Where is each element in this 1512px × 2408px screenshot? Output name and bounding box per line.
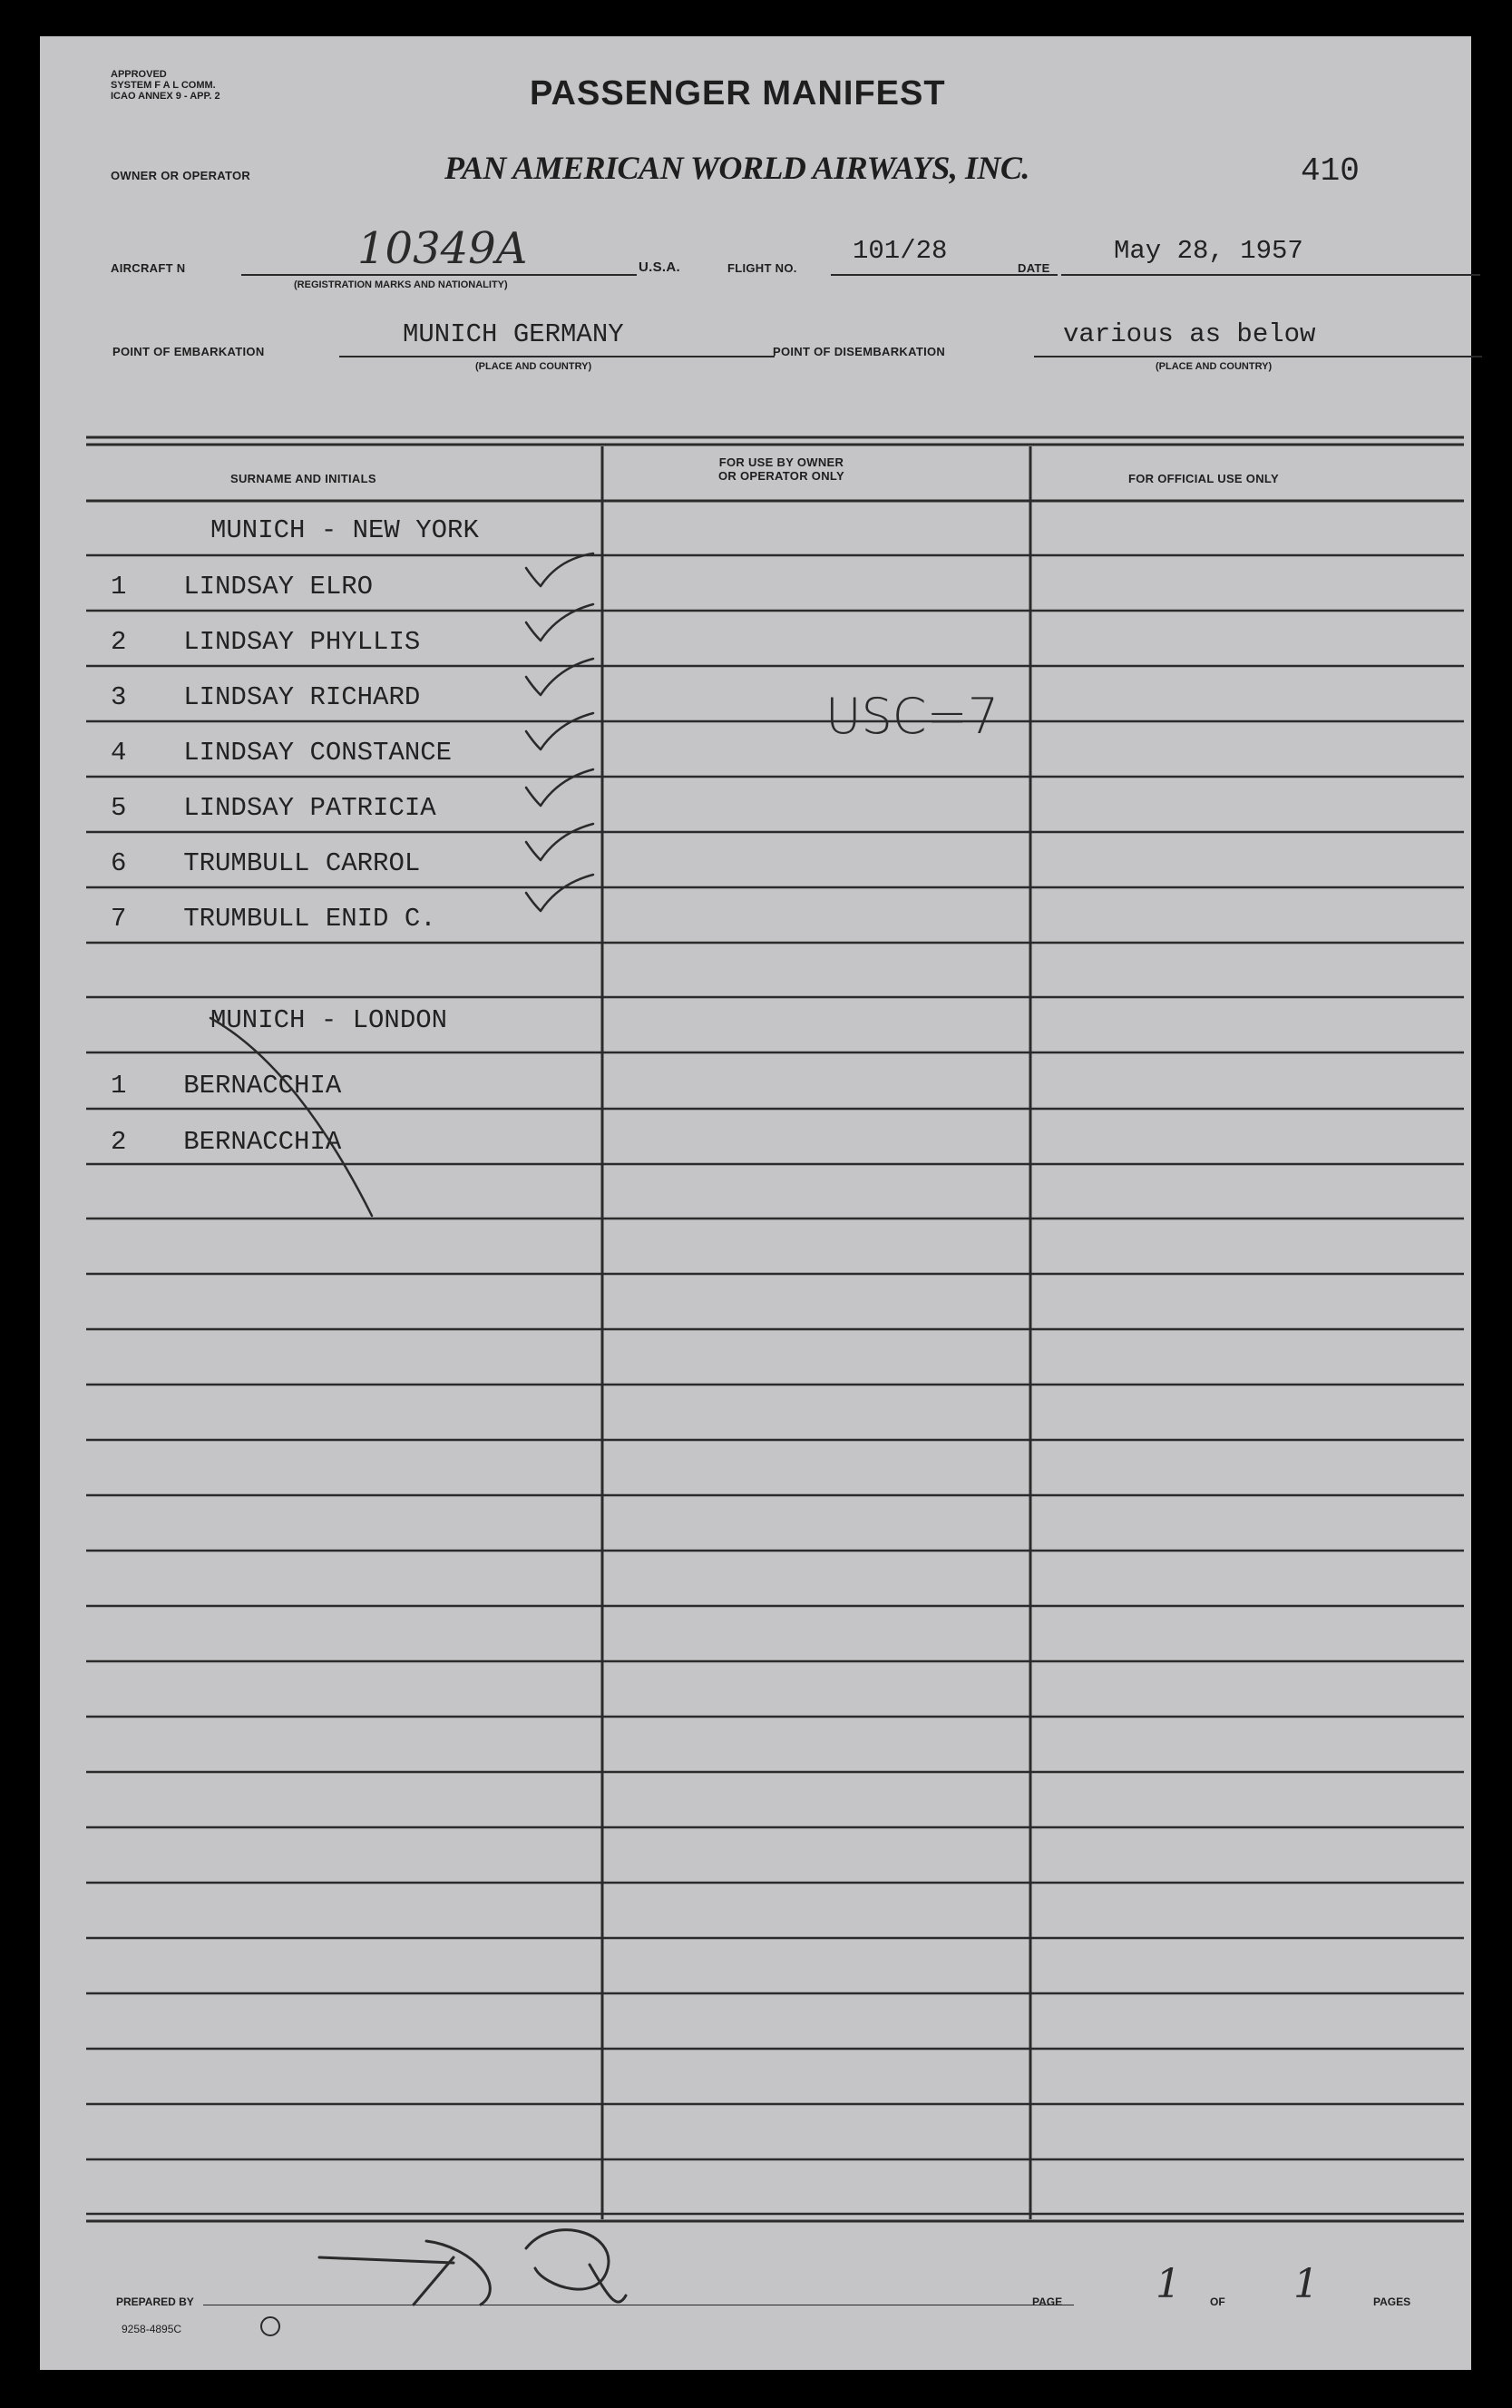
check-mark: [526, 713, 593, 749]
passenger-number: 3: [111, 682, 127, 712]
prepared-by-label: PREPARED BY: [116, 2295, 194, 2308]
form-number: 9258-4895C: [122, 2323, 182, 2335]
page-value: 1: [1156, 2261, 1181, 2307]
owner-value: PAN AMERICAN WORLD AIRWAYS, INC.: [444, 150, 1029, 186]
column-header-official: FOR OFFICIAL USE ONLY: [1128, 472, 1279, 485]
strike-line: [210, 1018, 372, 1216]
sheet-number: 410: [1301, 152, 1360, 190]
owner-label: OWNER OR OPERATOR: [111, 169, 251, 182]
column-header-owner-line: OR OPERATOR ONLY: [718, 469, 844, 483]
aircraft-sublabel: (REGISTRATION MARKS AND NATIONALITY): [294, 279, 508, 290]
of-value: 1: [1293, 2261, 1319, 2307]
passenger-name: TRUMBULL CARROL: [183, 848, 421, 878]
passenger-number: 2: [111, 1127, 127, 1157]
passenger-number: 6: [111, 848, 127, 878]
date-value: May 28, 1957: [1114, 236, 1303, 266]
handwritten-annotation: USC=7: [825, 688, 1000, 745]
route-heading: MUNICH - NEW YORK: [210, 515, 479, 545]
check-mark: [526, 824, 593, 860]
union-bug-mark: [261, 2317, 279, 2335]
passenger-number: 1: [111, 1071, 127, 1101]
passenger-name: LINDSAY ELRO: [183, 572, 374, 602]
aircraft-value: 10349A: [357, 223, 528, 274]
disembark-value: various as below: [1063, 319, 1316, 349]
check-mark: [526, 769, 593, 806]
column-header-owner-line: FOR USE BY OWNER: [718, 455, 844, 469]
passenger-number: 4: [111, 738, 127, 768]
column-header-names: SURNAME AND INITIALS: [230, 472, 376, 485]
aircraft-label: AIRCRAFT N: [111, 261, 186, 275]
disembark-sublabel: (PLACE AND COUNTRY): [1156, 361, 1273, 372]
embark-value: MUNICH GERMANY: [403, 319, 624, 349]
of-label: OF: [1210, 2295, 1225, 2308]
check-mark: [526, 659, 593, 695]
check-mark: [526, 553, 593, 586]
passenger-name: LINDSAY PATRICIA: [183, 793, 436, 823]
approval-line: SYSTEM F A L COMM.: [111, 80, 216, 91]
pages-label: PAGES: [1373, 2295, 1411, 2308]
approval-line: APPROVED: [111, 69, 167, 80]
passenger-number: 7: [111, 904, 127, 934]
embark-label: POINT OF EMBARKATION: [112, 345, 265, 358]
country-label: U.S.A.: [639, 259, 680, 275]
flight-value: 101/28: [853, 236, 948, 266]
disembark-label: POINT OF DISEMBARKATION: [773, 345, 946, 358]
passenger-number: 1: [111, 572, 127, 602]
passenger-number: 2: [111, 627, 127, 657]
page-title: PASSENGER MANIFEST: [530, 74, 946, 113]
passenger-name: LINDSAY CONSTANCE: [183, 738, 453, 768]
passenger-name: BERNACCHIA: [183, 1071, 342, 1101]
embark-sublabel: (PLACE AND COUNTRY): [475, 361, 592, 372]
page-label: PAGE: [1032, 2295, 1063, 2308]
passenger-name: TRUMBULL ENID C.: [183, 904, 436, 934]
date-label: DATE: [1018, 261, 1050, 275]
route-heading: MUNICH - LONDON: [210, 1005, 448, 1035]
signature: [319, 2230, 626, 2305]
approval-line: ICAO ANNEX 9 - APP. 2: [111, 91, 220, 102]
passenger-name: LINDSAY PHYLLIS: [183, 627, 421, 657]
passenger-number: 5: [111, 793, 127, 823]
flight-label: FLIGHT NO.: [727, 261, 797, 275]
check-mark: [526, 875, 593, 911]
passenger-name: BERNACCHIA: [183, 1127, 342, 1157]
passenger-name: LINDSAY RICHARD: [183, 682, 421, 712]
